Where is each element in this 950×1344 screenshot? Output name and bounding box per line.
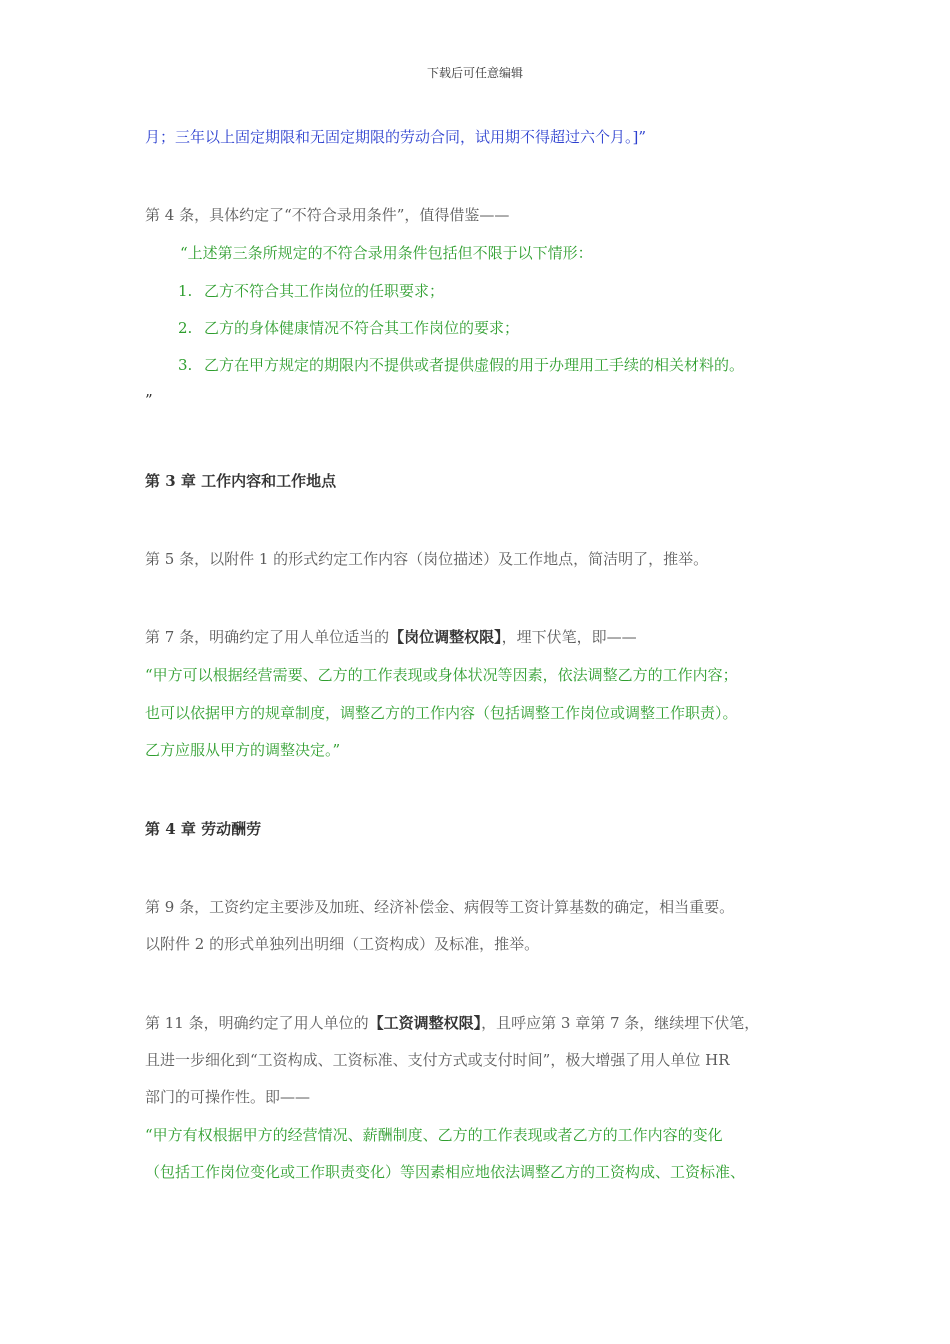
article-7-quote-1: “甲方可以根据经营需要、乙方的工作表现或身体状况等因素，依法调整乙方的工作内容；	[145, 666, 738, 684]
article-11-line-3: 部门的可操作性。即——	[145, 1088, 311, 1106]
list-number: 2.	[178, 319, 193, 337]
list-text: 乙方在甲方规定的期限内不提供或者提供虚假的用于办理用工手续的相关材料的。	[204, 356, 745, 374]
article-11-bold: 【工资调整权限】	[368, 1014, 482, 1032]
article-7-pre: 第 7 条，明确约定了用人单位适当的	[145, 628, 390, 646]
list-item	[178, 318, 519, 338]
article-7-bold: 【岗位调整权限】	[389, 628, 502, 646]
article-11-line-2: 且进一步细化到“工资构成、工资标准、支付方式或支付时间”，极大增强了用人单位 HR	[145, 1051, 730, 1069]
article-11-quote-1: “甲方有权根据甲方的经营情况、薪酬制度、乙方的工作表现或者乙方的工作内容的变化	[145, 1126, 723, 1144]
page-header: 下载后可任意编辑	[426, 66, 523, 80]
article-11-post: ，且呼应第 3 章第 7 条，继续埋下伏笔，	[481, 1014, 760, 1032]
closing-quote: ”	[145, 391, 153, 409]
article-9-line-1: 第 9 条，工资约定主要涉及加班、经济补偿金、病假等工资计算基数的确定，相当重要。	[145, 898, 735, 916]
list-item	[178, 355, 744, 375]
article-7-post: ，埋下伏笔，即——	[501, 628, 637, 646]
article-5-line: 第 5 条，以附件 1 的形式约定工作内容（岗位描述）及工作地点，简洁明了，推举。	[145, 550, 709, 568]
list-item	[178, 281, 444, 301]
paragraph-line: 月；三年以上固定期限和无固定期限的劳动合同，试用期不得超过六个月。]”	[145, 128, 647, 146]
article-7-quote-3: 乙方应服从甲方的调整决定。”	[145, 741, 341, 759]
article-7-quote-2: 也可以依据甲方的规章制度，调整乙方的工作内容（包括调整工作岗位或调整工作职责）。	[145, 704, 738, 722]
article-4-line: 第 4 条，具体约定了“不符合录用条件”，值得借鉴——	[145, 206, 510, 224]
list-number: 1.	[178, 282, 193, 300]
article-11-pre: 第 11 条，明确约定了用人单位的	[145, 1014, 369, 1032]
article-9-line-2: 以附件 2 的形式单独列出明细（工资构成）及标准，推举。	[145, 935, 540, 953]
quote-intro: “上述第三条所规定的不符合录用条件包括但不限于以下情形：	[180, 244, 593, 262]
chapter-3-heading: 第 3 章 工作内容和工作地点	[145, 472, 337, 490]
list-text: 乙方不符合其工作岗位的任职要求；	[204, 282, 445, 300]
list-number: 3.	[178, 356, 193, 374]
chapter-4-heading: 第 4 章 劳动酬劳	[145, 820, 262, 838]
list-text: 乙方的身体健康情况不符合其工作岗位的要求；	[204, 319, 520, 337]
article-7-line	[145, 627, 637, 647]
article-11-line-1	[145, 1013, 759, 1033]
article-11-quote-2: （包括工作岗位变化或工作职责变化）等因素相应地依法调整乙方的工资构成、工资标准、	[145, 1163, 746, 1181]
